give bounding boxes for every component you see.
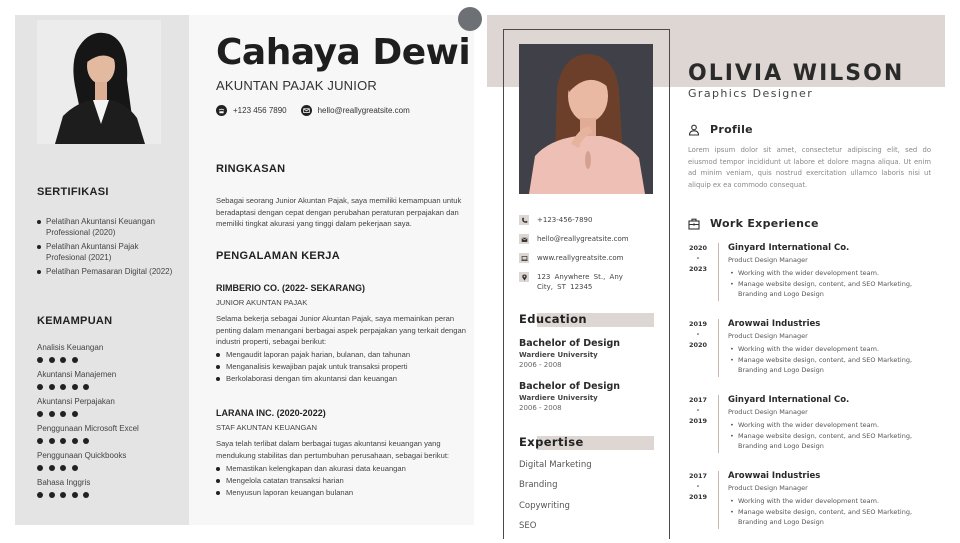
phone-icon — [216, 105, 227, 116]
website-icon — [519, 253, 529, 263]
contact-list — [519, 215, 654, 301]
resume-olivia-wilson — [487, 15, 945, 531]
email-icon — [301, 105, 312, 116]
skill-item — [37, 424, 177, 451]
resume-cahaya-dewi — [15, 15, 474, 525]
expertise-item: Copywriting — [519, 501, 570, 511]
education-heading: Education — [519, 313, 654, 327]
skill-rating — [37, 357, 177, 363]
work-bullets: • Working with the wider development team. • Manage website design, content, and SEO Marketing, Branding and Logo Design — [728, 496, 928, 528]
work-item — [688, 319, 928, 391]
job-description: Selama bekerja sebagai Junior Akuntan Pajak, saya memainkan peran penting dalam menangani berbagai aspek perpajakan yang terkait dengan industri properti, sebagai berikut: — [216, 314, 466, 346]
skill-label: Analisis Keuangan — [37, 343, 104, 352]
job-position: Product Design Manager — [728, 332, 808, 340]
company-name: Ginyard International Co. — [728, 395, 850, 405]
job-position: STAF AKUNTAN KEUANGAN — [216, 423, 317, 432]
work-years: 2017 - 2019 — [688, 472, 708, 501]
work-experience-heading: Work Experience — [688, 217, 819, 230]
skill-item — [37, 478, 177, 505]
work-bullets: • Working with the wider development team. • Manage website design, content, and SEO Marketing, Branding and Logo Design — [728, 344, 928, 376]
degree: Bachelor of Design — [519, 338, 621, 349]
expertise-item: Digital Marketing — [519, 460, 592, 470]
job-description: Saya telah terlibat dalam berbagai tugas akuntansi keuangan yang mendukung stabilitas dan pertumbuhan perusahaan, sebagai berikut: — [216, 439, 450, 460]
education-item — [519, 337, 654, 371]
job-bullets — [216, 463, 468, 500]
work-bullets: • Working with the wider development team. • Manage website design, content, and SEO Marketing, Branding and Logo Design — [728, 268, 928, 300]
summary-text: Sebagai seorang Junior Akuntan Pajak, saya memiliki kemampuan untuk beradaptasi dengan cepat dengan perubahan peraturan perpajakan dan memiliki tingkat akurasi yang tinggi dalam pekerjaan saya. — [216, 196, 462, 228]
work-years: 2019 - 2020 — [688, 320, 708, 349]
experience-heading: PENGALAMAN KERJA — [216, 250, 340, 262]
skill-item — [37, 370, 177, 397]
skills-heading: KEMAMPUAN — [37, 315, 113, 327]
contact-row — [216, 105, 410, 116]
profile-heading: Profile — [688, 123, 753, 136]
company-name: Arowwai Industries — [728, 319, 821, 329]
work-item — [688, 471, 928, 543]
timeline-line — [718, 395, 719, 453]
skill-rating — [37, 438, 177, 444]
job-bullets — [216, 349, 468, 386]
work-item — [688, 395, 928, 467]
skill-label: Penggunaan Quickbooks — [37, 451, 127, 460]
university: Wardiere University — [519, 351, 598, 359]
candidate-role: AKUNTAN PAJAK JUNIOR — [216, 78, 377, 93]
email-contact: hello@reallygreatsite.com — [301, 105, 410, 116]
certification-item: Pelatihan Akuntansi Pajak Profesional (2021) — [37, 241, 177, 263]
job-bullet: Menganalisis kewajiban pajak untuk transaksi properti — [216, 361, 468, 373]
left-sidebar — [15, 15, 189, 525]
certification-item: Pelatihan Akuntansi Keuangan Professional (2020) — [37, 216, 177, 238]
education-item — [519, 380, 654, 414]
skill-item — [37, 343, 177, 370]
expertise-item: Branding — [519, 480, 558, 490]
education-years: 2006 - 2008 — [519, 404, 562, 412]
job-bullet: Menyusun laporan keuangan bulanan — [216, 487, 468, 499]
candidate-name: OLIVIA WILSON — [688, 61, 905, 86]
skill-item — [37, 397, 177, 424]
timeline-line — [718, 319, 719, 377]
work-years: 2020 - 2023 — [688, 244, 708, 273]
person-icon — [688, 124, 700, 136]
timeline-line — [718, 243, 719, 301]
candidate-role: Graphics Designer — [688, 87, 814, 100]
work-bullets: • Working with the wider development team. • Manage website design, content, and SEO Marketing, Branding and Logo Design — [728, 420, 928, 452]
contact-email: hello@reallygreatsite.com — [519, 234, 654, 244]
work-years: 2017 - 2019 — [688, 396, 708, 425]
summary-heading: RINGKASAN — [216, 163, 286, 175]
skill-rating — [37, 465, 177, 471]
woman-portrait-image — [519, 44, 653, 194]
job-position: JUNIOR AKUNTAN PAJAK — [216, 298, 308, 307]
profile-photo — [37, 20, 161, 144]
timeline-line — [718, 471, 719, 529]
job-title: LARANA INC. (2020-2022) — [216, 408, 326, 418]
skill-label: Bahasa Inggris — [37, 478, 91, 487]
email-icon — [519, 234, 529, 244]
phone-contact: +123 456 7890 — [216, 105, 287, 116]
university: Wardiere University — [519, 394, 598, 402]
expertise-heading: Expertise — [519, 436, 654, 450]
profile-text: Lorem ipsum dolor sit amet, consectetur adipiscing elit, sed do eiusmod tempor incididunt ut labore et dolore magna aliqua. Ut enim ad minim veniam, quis nostrud exercitation ullamco laboris nisi ut aliquip ex ea commodo consequat. — [688, 146, 931, 189]
job-position: Product Design Manager — [728, 484, 808, 492]
location-icon — [519, 272, 529, 282]
job-title: RIMBERIO CO. (2022- SEKARANG) — [216, 283, 366, 293]
briefcase-icon — [688, 218, 700, 230]
job-bullet: Mengelola catatan transaksi harian — [216, 475, 468, 487]
company-name: Ginyard International Co. — [728, 243, 850, 253]
skill-rating — [37, 411, 177, 417]
certification-item: Pelatihan Pemasaran Digital (2022) — [37, 266, 177, 277]
phone-icon — [519, 215, 529, 225]
job-position: Product Design Manager — [728, 408, 808, 416]
skill-rating — [37, 384, 177, 390]
skill-rating — [37, 492, 177, 498]
skill-label: Akuntansi Perpajakan — [37, 397, 115, 406]
profile-photo — [519, 44, 653, 194]
skill-label: Akuntansi Manajemen — [37, 370, 117, 379]
certifications-list — [37, 216, 177, 280]
candidate-name: Cahaya Dewi — [216, 32, 471, 73]
job-position: Product Design Manager — [728, 256, 808, 264]
skill-label: Penggunaan Microsoft Excel — [37, 424, 139, 433]
skills-list — [37, 343, 177, 505]
expertise-item: SEO — [519, 521, 537, 531]
education-years: 2006 - 2008 — [519, 361, 562, 369]
contact-phone: +123-456-7890 — [519, 215, 654, 225]
contact-website: www.reallygreatsite.com — [519, 253, 654, 263]
job-bullet: Berkolaborasi dengan tim akuntansi dan keuangan — [216, 373, 468, 385]
work-item — [688, 243, 928, 315]
decorative-corner-circle — [458, 7, 482, 31]
certifications-heading: SERTIFIKASI — [37, 186, 109, 198]
woman-portrait-image — [37, 20, 161, 144]
job-bullet: Memastikan kelengkapan dan akurasi data keuangan — [216, 463, 468, 475]
skill-item — [37, 451, 177, 478]
job-bullet: Mengaudit laporan pajak harian, bulanan, dan tahunan — [216, 349, 468, 361]
company-name: Arowwai Industries — [728, 471, 821, 481]
degree: Bachelor of Design — [519, 381, 621, 392]
contact-address: 123 Anywhere St., Any City, ST 12345 — [519, 272, 654, 292]
